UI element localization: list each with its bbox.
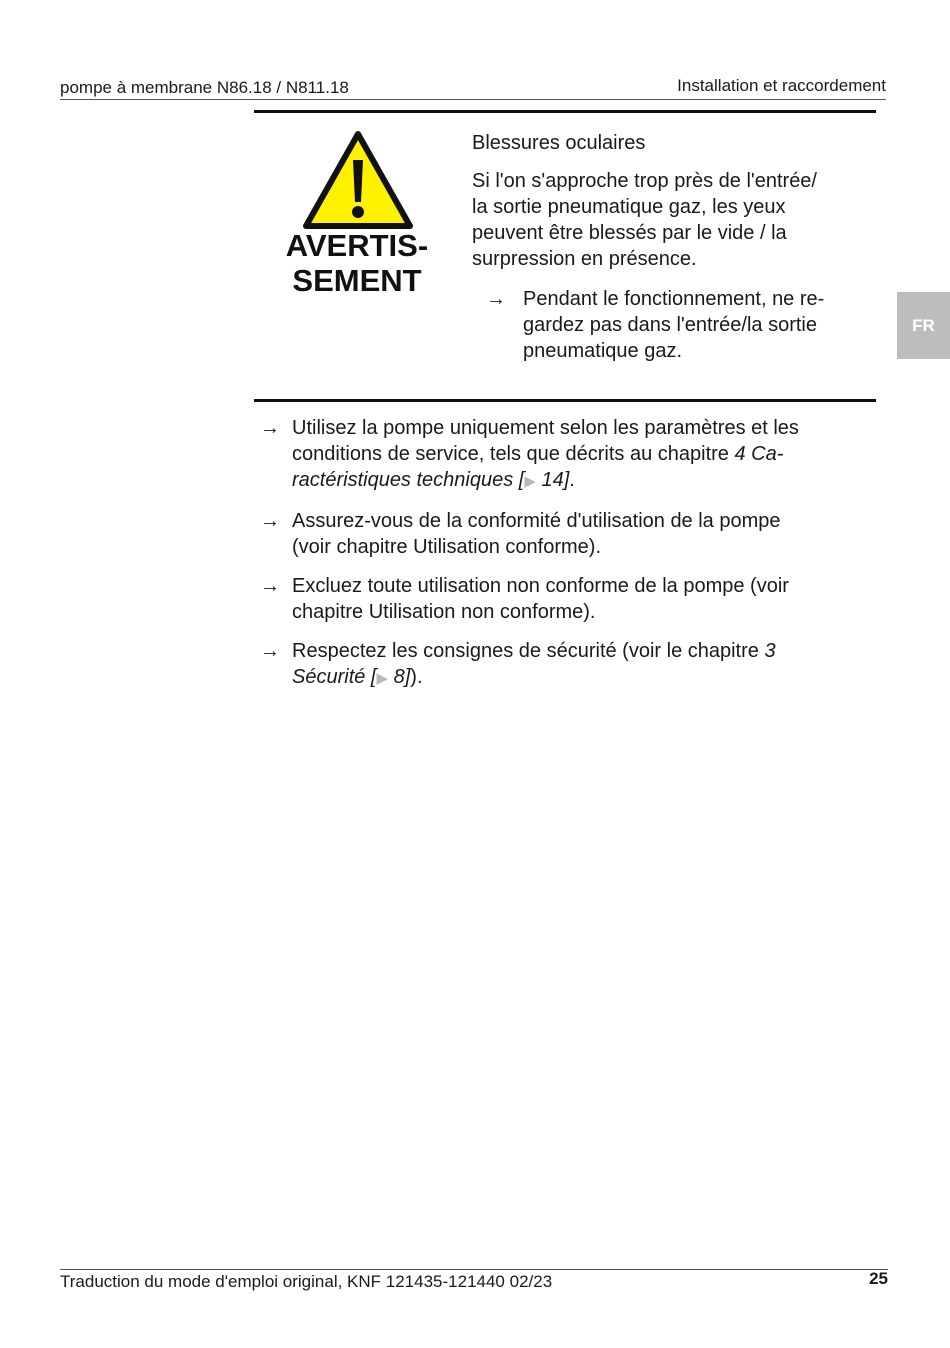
- warning-signal-word-line2: SEMENT: [292, 263, 422, 298]
- header-divider: [60, 99, 886, 100]
- chapter-reference-link[interactable]: Sécurité [: [292, 666, 377, 688]
- warning-text-line: surpression en présence.: [472, 248, 697, 270]
- page-reference-link[interactable]: 14]: [535, 469, 570, 491]
- footer-divider: [60, 1269, 888, 1270]
- warning-action-line: pneumatique gaz.: [523, 340, 683, 362]
- warning-action-line: Pendant le fonctionnement, ne re-: [523, 288, 825, 310]
- arrow-right-icon: →: [260, 417, 280, 439]
- warning-text-line: la sortie pneumatique gaz, les yeux: [472, 196, 786, 218]
- page-reference-triangle-icon: ▶: [376, 670, 389, 687]
- list-item-text: Respectez les consignes de sécurité (voir le chapitre: [292, 640, 765, 662]
- warning-signal-word: [270, 228, 444, 298]
- arrow-right-icon: →: [260, 575, 280, 597]
- page-number: 25: [869, 1269, 888, 1288]
- arrow-right-icon: →: [486, 288, 506, 310]
- list-item-text: conditions de service, tels que décrits au chapitre: [292, 443, 735, 465]
- arrow-right-icon: →: [260, 640, 280, 662]
- list-item: [260, 573, 872, 625]
- chapter-reference-link[interactable]: 4 Ca-: [734, 443, 784, 465]
- warning-text-line: Si l'on s'approche trop près de l'entrée/: [472, 170, 817, 192]
- list-item-text: chapitre Utilisation non conforme).: [292, 601, 596, 623]
- warning-action-line: gardez pas dans l'entrée/la sortie: [523, 314, 817, 336]
- list-item-text: Assurez-vous de la conformité d'utilisation de la pompe: [292, 510, 781, 532]
- list-item-text: (voir chapitre Utilisation conforme).: [292, 536, 601, 558]
- chapter-reference-link[interactable]: 3: [764, 640, 776, 662]
- footer-document-reference: Traduction du mode d'emploi original, KNF 121435-121440 02/23: [60, 1272, 553, 1291]
- list-item-text: Excluez toute utilisation non conforme de la pompe (voir: [292, 575, 789, 597]
- page-reference-link[interactable]: 8]: [388, 666, 411, 688]
- page-reference-triangle-icon: ▶: [524, 473, 536, 490]
- header-product-title: pompe à membrane N86.18 / N811.18: [60, 78, 349, 97]
- list-item-text: Utilisez la pompe uniquement selon les paramètres et les: [292, 417, 799, 439]
- chapter-reference-link[interactable]: ractéristiques techniques [: [292, 469, 525, 491]
- header-section-title: Installation et raccordement: [677, 76, 886, 95]
- warning-action: [486, 286, 871, 364]
- warning-signal-word-line1: AVERTIS-: [285, 228, 429, 263]
- warning-description: [472, 168, 872, 272]
- list-item: [260, 508, 872, 560]
- list-item: [260, 638, 872, 692]
- list-item-text: .: [569, 469, 575, 491]
- language-tab-fr[interactable]: FR: [897, 292, 950, 359]
- instruction-list: [260, 415, 872, 705]
- list-item: [260, 415, 872, 495]
- arrow-right-icon: →: [260, 510, 280, 532]
- warning-triangle-icon: [302, 130, 414, 230]
- list-item-text: ).: [410, 666, 423, 688]
- warning-text-line: peuvent être blessés par le vide / la: [472, 222, 787, 244]
- warning-title: Blessures oculaires: [472, 132, 646, 154]
